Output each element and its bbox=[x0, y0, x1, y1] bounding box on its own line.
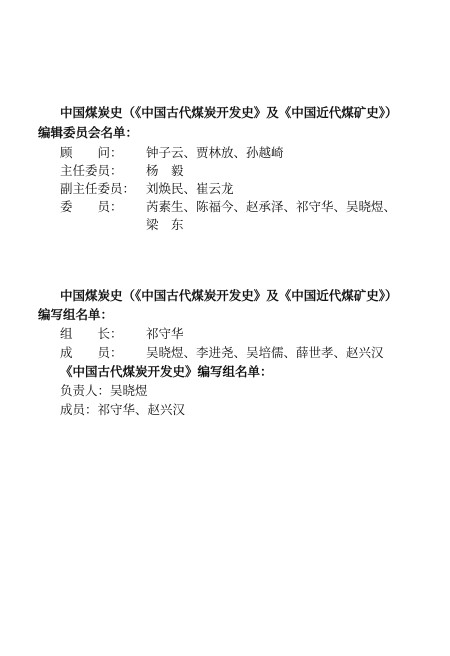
section1-title: 中国煤炭史（《中国古代煤炭开发史》及《中国近代煤矿史》） bbox=[60, 105, 398, 120]
row-label: 委 员： bbox=[60, 199, 123, 214]
section2-row-members bbox=[60, 345, 384, 361]
section1-row-members bbox=[60, 199, 396, 215]
section1-row-advisor bbox=[60, 145, 284, 161]
row-value: 吴晓煜 bbox=[110, 383, 148, 398]
row-label: 组 长： bbox=[60, 326, 123, 341]
section2-row-member-list bbox=[60, 402, 185, 418]
row-label: 主任委员： bbox=[60, 163, 123, 178]
row-label: 成员： bbox=[60, 402, 98, 417]
section2-row-responsible bbox=[60, 383, 148, 399]
row-value: 祁守华、赵兴汉 bbox=[97, 402, 186, 417]
row-value: 梁 东 bbox=[146, 217, 184, 232]
row-label: 副主任委员： bbox=[60, 181, 136, 196]
section1-subtitle: 编辑委员会名单： bbox=[38, 125, 139, 140]
section1-row-members-cont bbox=[60, 217, 184, 233]
section2-row-leader bbox=[60, 326, 184, 342]
section2-subtitle: 编写组名单： bbox=[38, 307, 114, 322]
row-label: 顾 问： bbox=[60, 145, 123, 160]
row-value: 祁守华 bbox=[146, 326, 184, 341]
row-value: 钟子云、贾林放、孙越崎 bbox=[146, 145, 284, 160]
row-label: 成 员： bbox=[60, 345, 123, 360]
row-label: 负责人： bbox=[60, 383, 111, 398]
row-value: 芮素生、陈福今、赵承泽、祁守华、吴晓煜、 bbox=[146, 199, 397, 214]
row-value: 吴晓煜、李进尧、吴培儒、薛世孝、赵兴汉 bbox=[146, 345, 384, 360]
section1-row-vice-chair bbox=[60, 181, 234, 197]
row-value: 杨 毅 bbox=[146, 163, 184, 178]
row-value: 刘焕民、崔云龙 bbox=[146, 181, 234, 196]
section1-row-chair bbox=[60, 163, 184, 179]
section2-subtitle2: 《中国古代煤炭开发史》编写组名单： bbox=[60, 364, 273, 379]
section2-title: 中国煤炭史（《中国古代煤炭开发史》及《中国近代煤矿史》） bbox=[60, 288, 398, 303]
